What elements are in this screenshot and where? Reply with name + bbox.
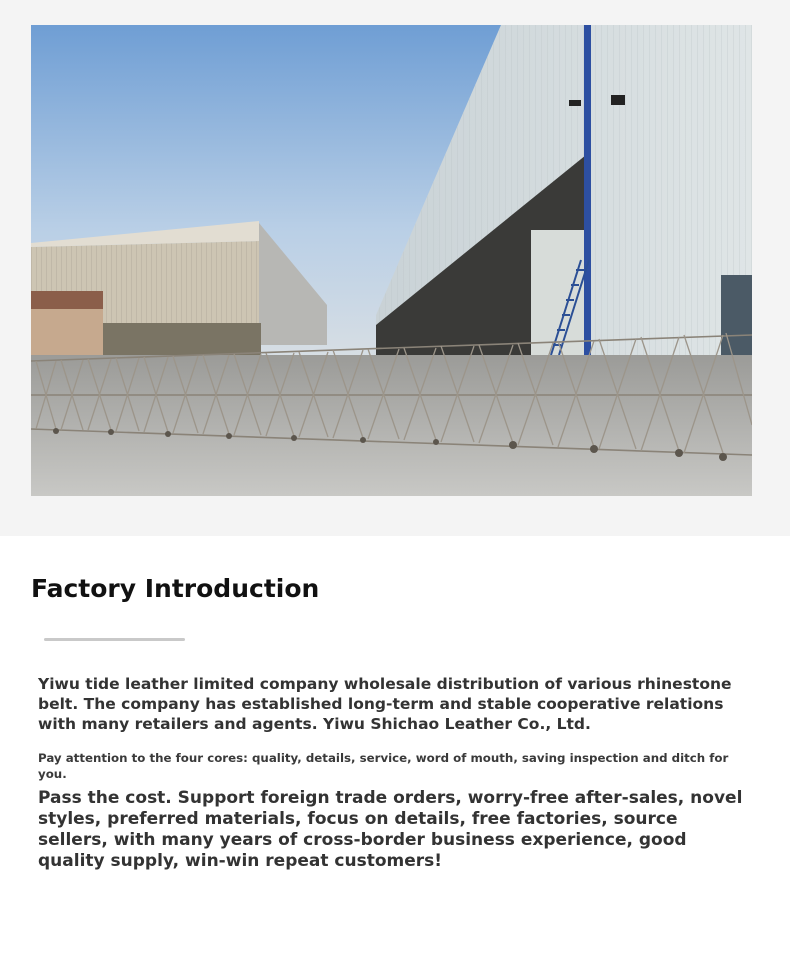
intro-paragraph-cores: Pay attention to the four cores: quality, details, service, word of mouth, saving inspection and ditch for you. (38, 751, 729, 781)
title-underline (44, 638, 185, 641)
intro-paragraph-advantages: Pass the cost. Support foreign trade orders, worry-free after-sales, novel styles, preferred materials, focus on details, free factories, source sellers, with many years of cross-border business experience, good quality supply, win-win repeat customers! (38, 788, 743, 871)
section-title: Factory Introduction (31, 574, 320, 603)
factory-photo (31, 25, 752, 496)
intro-paragraph-company: Yiwu tide leather limited company wholesale distribution of various rhinestone belt. The company has established long-term and stable cooperative relations with many retailers and agents. Yiwu Shichao Leather Co., Ltd. (38, 675, 732, 733)
